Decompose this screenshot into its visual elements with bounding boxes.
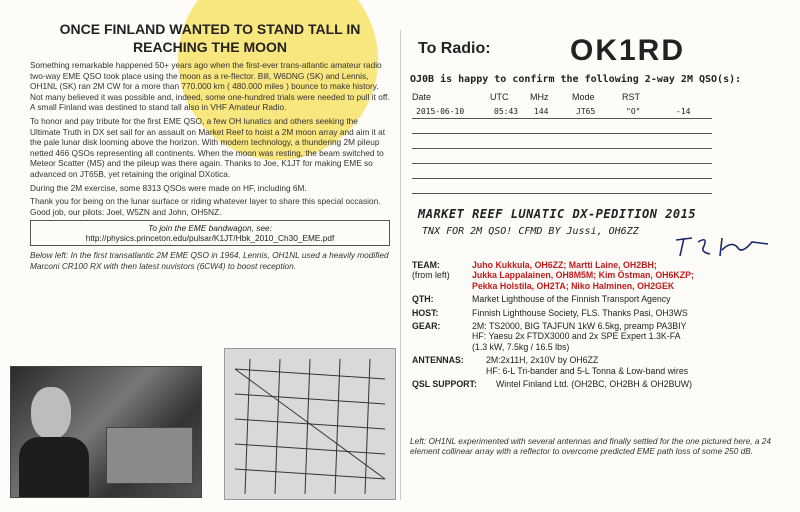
table-row	[412, 179, 712, 194]
table-row	[412, 104, 712, 119]
qsl-support-row	[412, 379, 792, 389]
antenna-line: HF: 6-L Tri-bander and 5-L Tonna & Low-band wires	[486, 365, 689, 376]
signature-graphic	[672, 232, 772, 260]
qso-table	[412, 90, 712, 194]
story-paragraph: During the 2M exercise, some 8313 QSOs were made on HF, including 6M.	[30, 182, 307, 193]
photo-caption-left: Below left: In the first transatlantic 2M EME QSO in 1964, Lennis, OH1NL used a heavily modified Marconi CR100 RX with then latest nuvistors (6CW4) to boost reception.	[30, 250, 389, 271]
qth-value: Market Lighthouse of the Finnish Transport Agency	[472, 294, 671, 305]
left-panel	[30, 20, 390, 271]
qso-report: -14	[672, 104, 712, 119]
antenna-line: 2M:2x11H, 2x10V by OH6ZZ	[486, 355, 599, 366]
qso-mhz: 144	[530, 104, 572, 119]
team-label: TEAM:	[412, 260, 440, 270]
table-row	[412, 149, 712, 164]
host-value: Finnish Lighthouse Society, FLS. Thanks Pasi, OH3WS	[472, 307, 688, 318]
qso-date: 2015-06-10	[412, 104, 490, 119]
team-sublabel: (from left)	[412, 270, 450, 281]
operator-face	[31, 387, 71, 439]
photo-caption-right: Left: OH1NL experimented with several antennas and finally settled for the one pictured here, a 24 element collinear array with a reflector to overcome predicted EME path loss of some 250 dB.	[410, 436, 771, 457]
operator-photo	[10, 366, 202, 498]
host-row	[412, 308, 792, 318]
antennas-row	[412, 355, 792, 376]
antenna-photo	[224, 348, 396, 500]
host-label: HOST:	[412, 307, 439, 318]
gear-line: (1.3 kW, 7.5kg / 16.5 lbs)	[472, 341, 570, 352]
tnx-note: TNX FOR 2M QSO! CFMD BY Jussi, OH6ZZ	[422, 226, 639, 237]
confirm-text: OJ0B is happy to confirm the following 2-way 2M QSO(s):	[410, 74, 742, 85]
story-paragraph: Thank you for being on the lunar surface or riding whatever layer to share this special occasion. Good job, our pilots: Joel, W5ZN and John, OH5NZ.	[30, 196, 381, 217]
operator-body	[19, 437, 89, 497]
col-extra	[672, 90, 712, 104]
gear-line: 2M: TS2000, BIG TAJFUN 1kW 6.5kg, preamp PA3BIY	[472, 321, 687, 332]
gear-label: GEAR:	[412, 321, 441, 332]
radio-equipment	[106, 427, 193, 484]
table-row	[412, 134, 712, 149]
story-paragraph: Something remarkable happened 50+ years ago when the first-ever trans-atlantic amateur radio two-way EME QSO took place using the moon as a re-flector. Bill, W6DNG (SK) and Lennis, OH1NL (SK) ran 2M CW for a more than 770.000 km ( 480.000 miles ) bounce to make history. Not many believed it was possible and, indeed, some one-hundred trials were needed to pull it off. A small Finland was destined to stand tall also in VHF Amateur Radio.	[30, 60, 390, 113]
col-utc: UTC	[490, 92, 509, 102]
qso-mode: JT65	[572, 104, 622, 119]
antenna-array-drawing	[225, 349, 395, 499]
col-date: Date	[412, 92, 432, 102]
gear-line: HF: Yaesu 2x FTDX3000 and 2x SPE Expert 1.3K-FA	[472, 331, 681, 342]
table-row	[412, 164, 712, 179]
story-text	[30, 60, 390, 217]
card-divider	[400, 30, 401, 500]
col-mode: Mode	[572, 92, 595, 102]
qth-label: QTH:	[412, 294, 434, 305]
team-line: Pekka Holstila, OH2TA; Niko Halminen, OH2GEK	[472, 280, 675, 291]
team-row	[412, 260, 792, 291]
qso-utc: 05:43	[490, 104, 530, 119]
table-row	[412, 119, 712, 134]
eme-link[interactable]: http://physics.princeton.edu/pulsar/K1JT/Hbk_2010_Ch30_EME.pdf	[85, 233, 335, 244]
qso-rst: "O"	[622, 104, 672, 119]
antennas-label: ANTENNAS:	[412, 355, 464, 366]
to-radio-label: To Radio:	[418, 40, 491, 57]
story-title: ONCE FINLAND WANTED TO STAND TALL IN REACHING THE MOON	[59, 21, 361, 55]
expedition-info	[412, 260, 792, 392]
gear-row	[412, 321, 792, 352]
qth-row	[412, 294, 792, 304]
qsl-support-value: Wintel Finland Ltd. (OH2BC, OH2BH & OH2BUW)	[496, 379, 693, 390]
col-rst: RST	[622, 92, 640, 102]
eme-link-box	[30, 220, 390, 246]
team-line: Juho Kukkula, OH6ZZ; Martti Laine, OH2BH;	[472, 260, 657, 270]
team-line: Jukka Lappalainen, OH8M5M; Kim Östman, OH6KZP;	[472, 270, 694, 281]
expedition-title: MARKET REEF LUNATIC DX-PEDITION 2015	[418, 207, 697, 221]
callsign: OK1RD	[570, 34, 686, 67]
col-mhz: MHz	[530, 92, 549, 102]
qso-table-header	[412, 90, 712, 104]
eme-box-heading: To join the EME bandwagon, see:	[148, 223, 272, 234]
story-paragraph: To honor and pay tribute for the first EME QSO, a few OH lunatics and others seeking the Ultimate Truth in DX set sail for an assault on Market Reef to hoist a 2M moon array and aim it at the pale lunar disk looming above the horizon. With modern technology, a thundering 2M pileup netted 466 QSOs representing all continents. When the moon was resting, the beam switched to Meteor Scatter (MS) and the pileup was there again. Thanks to Joe, K1JT for making EME so advanced on JT65B, yet retaining the original DXotica.	[30, 115, 386, 179]
qsl-support-label: QSL SUPPORT:	[412, 379, 477, 390]
